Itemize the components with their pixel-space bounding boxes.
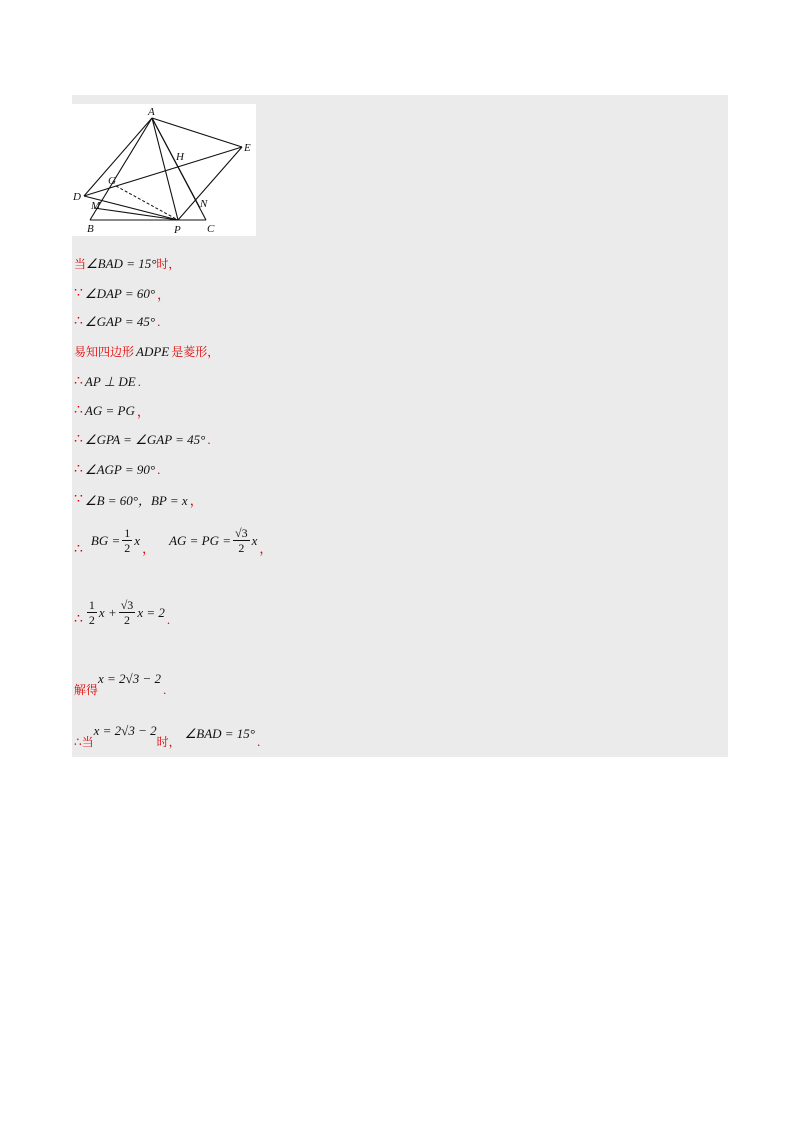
step-9-math: ∠B = 60°，BP = x	[84, 493, 188, 508]
step-13-math: x = 2√3 − 2	[93, 722, 157, 738]
step-5-suffix: .	[137, 373, 141, 389]
step-4-suffix: 是菱形，	[171, 345, 220, 359]
label-b: B	[87, 223, 94, 235]
step-7-math: ∠GPA = ∠GAP = 45°	[84, 431, 206, 447]
step-1-math: ∠BAD = 15°	[86, 255, 157, 271]
step-13-suffix: .	[257, 733, 261, 749]
step-7-suffix: .	[207, 431, 211, 447]
therefore-symbol: ∴	[74, 612, 83, 627]
therefore-symbol: ∴	[74, 462, 83, 477]
step-10-x2: x	[251, 532, 258, 548]
step-6-suffix: ，	[136, 404, 150, 419]
fraction-root3-over-2: $\frac{√3}{2}$	[120, 598, 134, 627]
step-12	[74, 667, 166, 698]
step-12-math: x = 2√3 − 2	[98, 670, 161, 686]
step-11-x-plus: x +	[98, 604, 117, 620]
therefore-symbol: ∴	[74, 542, 83, 557]
solution-panel	[72, 95, 728, 757]
segment-de	[84, 147, 242, 196]
step-13	[74, 719, 260, 750]
step-10: ∴ BG = $\frac{1}{2}$ x ， AG = PG = $\frac{√3}{2}$ x ，	[74, 526, 273, 557]
step-1-suffix: 时，	[156, 257, 181, 271]
fraction-root3-over-2: $\frac{√3}{2}$	[235, 526, 248, 555]
because-symbol: ∵	[74, 286, 83, 301]
geometry-figure	[72, 104, 256, 236]
segment-gp-dashed	[116, 186, 178, 220]
label-e: E	[244, 142, 251, 154]
step-5	[74, 373, 141, 390]
step-2-suffix: ，	[157, 287, 171, 302]
step-10-suffix: ，	[259, 541, 273, 556]
therefore-symbol: ∴	[74, 314, 83, 329]
step-10-x1: x	[134, 532, 141, 548]
step-6-math: AG = PG	[84, 402, 135, 418]
edge-pe	[178, 147, 242, 220]
step-5-math: AP ⊥ DE	[84, 373, 136, 389]
step-1-prefix: 当	[74, 257, 87, 271]
step-6	[74, 401, 150, 420]
step-13-math2: ∠BAD = 15°	[184, 725, 256, 741]
step-11-x-eq: x = 2	[137, 604, 165, 620]
edge-ad	[84, 118, 152, 196]
step-1	[74, 255, 180, 272]
step-8-math: ∠AGP = 90°	[84, 461, 156, 477]
label-c: C	[207, 223, 215, 235]
step-3	[74, 313, 160, 330]
step-3-suffix: .	[157, 313, 161, 329]
step-12-prefix: 解得	[74, 683, 99, 697]
step-4-math: ADPE	[136, 343, 170, 359]
step-13-mid: 时，	[156, 735, 181, 749]
step-7	[74, 431, 211, 448]
step-2	[74, 284, 170, 303]
therefore-symbol: ∴	[74, 432, 83, 447]
step-12-suffix: .	[162, 681, 167, 697]
step-13-prefix: ∴当	[74, 735, 94, 749]
step-8	[74, 461, 160, 478]
label-g: G	[108, 175, 116, 187]
segment-ap	[152, 118, 178, 220]
label-p: P	[174, 224, 181, 236]
step-11	[74, 597, 170, 628]
fraction-one-half: $\frac{1}{2}$	[88, 598, 95, 627]
therefore-symbol: ∴	[74, 374, 83, 389]
step-8-suffix: .	[157, 461, 161, 477]
step-4	[74, 343, 219, 360]
label-h: H	[176, 151, 184, 163]
label-d: D	[73, 191, 81, 203]
step-11-suffix: .	[166, 611, 171, 627]
label-a: A	[148, 106, 155, 118]
fraction-one-half: $\frac{1}{2}$	[124, 526, 131, 555]
therefore-symbol: ∴	[74, 403, 83, 418]
step-10-bg: BG =	[90, 532, 121, 548]
step-2-math: ∠DAP = 60°	[84, 285, 156, 301]
step-10-ag: AG = PG =	[169, 532, 232, 548]
because-symbol: ∵	[74, 492, 83, 507]
label-m: M	[91, 200, 101, 212]
step-9-suffix: ，	[189, 493, 203, 508]
step-4-prefix: 易知四边形	[74, 345, 135, 359]
label-n: N	[200, 198, 208, 210]
step-9	[74, 490, 203, 509]
step-3-math: ∠GAP = 45°	[84, 313, 156, 329]
geometry-diagram	[72, 104, 256, 236]
